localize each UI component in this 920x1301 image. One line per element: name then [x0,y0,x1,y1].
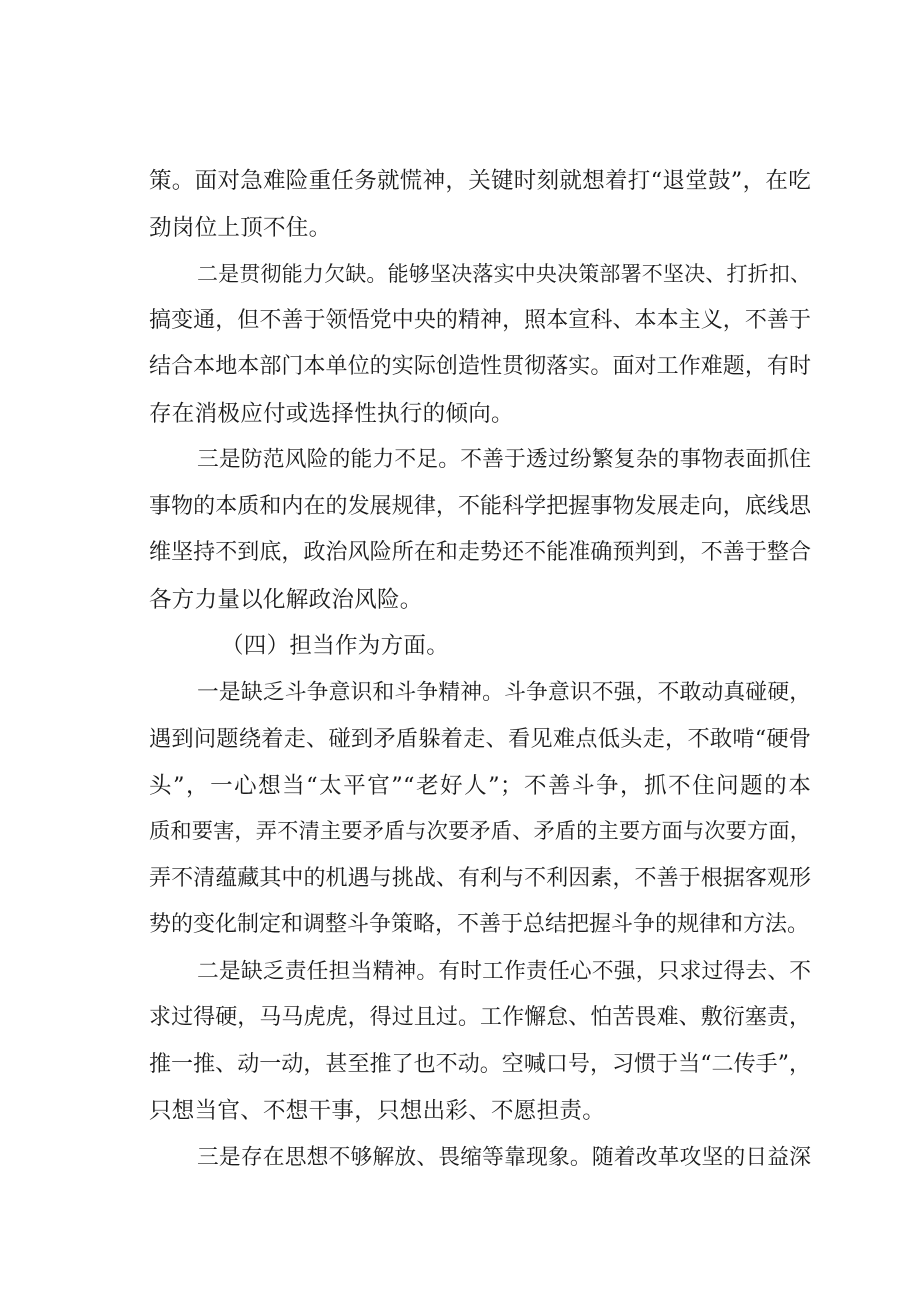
document-body [149,158,811,1181]
text-line: 搞变通，但不善于领悟党中央的精神，照本宣科、本本主义，不善于 [149,307,811,333]
text-line: 维坚持不到底，政治风险所在和走势还不能准确预判到，不善于整合 [149,540,811,565]
text-line: 劲岗位上顶不住。 [149,214,332,241]
paragraph-p7 [149,1135,811,1182]
text-line: 推一推、动一动，甚至推了也不动。空喊口号，习惯于当“二传手”， [149,1051,811,1077]
text-line: 弄不清蕴藏其中的机遇与挑战、有利与不利因素，不善于根据客观形 [149,865,811,891]
text-line: （四）担当作为方面。 [221,633,450,659]
text-line: 二是缺乏责任担当精神。有时工作责任心不强，只求过得去、不 [197,958,811,984]
section-heading [149,623,811,670]
text-line: 求过得硬，马马虎虎，得过且过。工作懈怠、怕苦畏难、敷衍塞责， [149,1005,811,1030]
text-line: 三是防范风险的能力不足。不善于透过纷繁复杂的事物表面抓住 [197,447,811,472]
text-line: 质和要害，弄不清主要矛盾与次要矛盾、矛盾的主要方面与次要方面， [149,819,811,844]
text-line: 头”，一心想当“太平官”“老好人”；不善斗争，抓不住问题的本 [149,772,811,799]
text-line: 事物的本质和内在的发展规律，不能科学把握事物发展走向，底线思 [149,493,811,519]
paragraph-p3 [149,437,811,623]
text-line: 各方力量以化解政治风险。 [149,586,423,613]
paragraph-p5 [149,670,811,949]
text-line: 结合本地本部门本单位的实际创造性贯彻落实。面对工作难题，有时 [149,354,811,379]
text-line: 存在消极应付或选择性执行的倾向。 [149,400,514,427]
text-line: 策。面对急难险重任务就慌神，关键时刻就想着打“退堂鼓”，在吃 [149,168,812,194]
text-line: 一是缺乏斗争意识和斗争精神。斗争意识不强，不敢动真碰硬， [197,679,811,705]
text-line: 只想当官、不想干事，只想出彩、不愿担责。 [149,1098,606,1124]
paragraph-p6 [149,949,811,1135]
paragraph-p2 [149,251,811,437]
text-line: 三是存在思想不够解放、畏缩等靠现象。随着改革攻坚的日益深 [197,1144,811,1170]
text-line: 势的变化制定和调整斗争策略，不善于总结把握斗争的规律和方法。 [149,912,810,937]
text-line: 二是贯彻能力欠缺。能够坚决落实中央决策部署不坚决、打折扣、 [197,262,811,286]
paragraph-p1 [149,158,811,251]
text-line: 遇到问题绕着走、碰到矛盾躲着走、看见难点低头走，不敢啃“硬骨 [149,726,811,752]
